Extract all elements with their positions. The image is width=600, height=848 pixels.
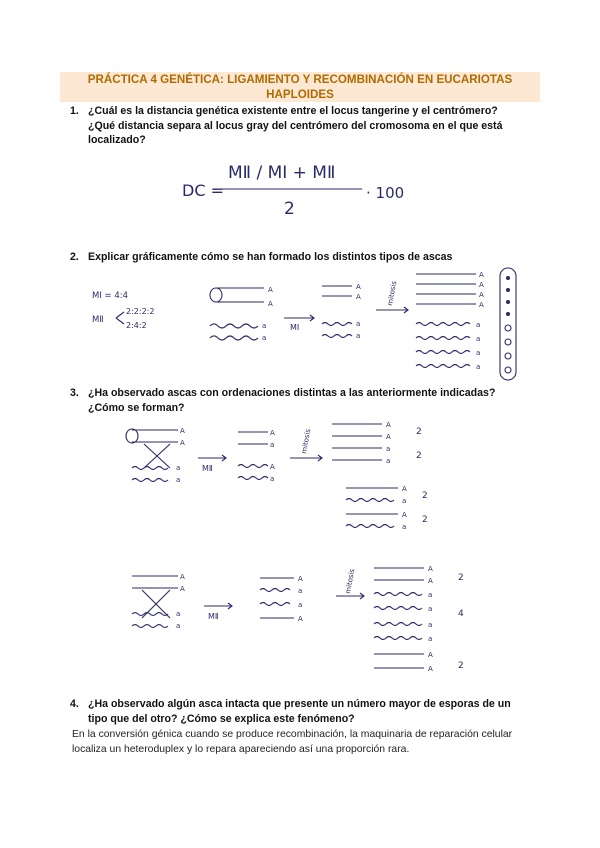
allele-A: A <box>356 283 361 291</box>
spore <box>506 276 510 280</box>
allele-a: a <box>386 445 391 453</box>
allele-A: A <box>270 463 275 471</box>
spore <box>506 288 510 292</box>
chromosome-upper <box>216 288 264 302</box>
question-text: ¿Cuál es la distancia genética existente entre el locus tangerine y el centrómero? ¿Qué distancia separa al locus gray del centrómero del cromosoma en el que está localizado? <box>88 105 503 146</box>
allele-A: A <box>180 427 185 435</box>
spore-wavy <box>416 337 470 340</box>
spore-wavy <box>416 351 470 354</box>
spores <box>374 568 424 610</box>
count: 2 <box>422 515 428 525</box>
question-text: Explicar gráficamente cómo se han formado los distintos tipos de ascas <box>88 251 453 263</box>
ascus <box>500 268 516 380</box>
question-1 <box>70 104 518 148</box>
question-2 <box>70 250 518 265</box>
chromatids <box>238 432 268 444</box>
allele-A: A <box>298 575 303 583</box>
chromatid-wavy <box>260 589 290 592</box>
step-label: MⅡ <box>202 464 213 473</box>
allele-A: A <box>180 585 185 593</box>
spore <box>506 300 510 304</box>
allele-a: a <box>428 635 433 643</box>
allele-A: A <box>479 291 484 299</box>
allele-A: A <box>180 439 185 447</box>
allele-A: A <box>298 615 303 623</box>
allele-a: a <box>356 320 361 328</box>
title-line-2: HAPLOIDES <box>266 88 334 101</box>
chromosome-wavy <box>210 324 258 328</box>
question-3 <box>70 386 518 415</box>
allele-a: a <box>270 441 275 449</box>
formula-sketch <box>180 158 420 228</box>
allele-a: a <box>428 621 433 629</box>
question-text: ¿Ha observado algún asca intacta que presente un número mayor de esporas de un tipo que del otro? ¿Cómo se explica este fenómeno? <box>88 698 511 725</box>
allele-a: a <box>428 591 433 599</box>
spore <box>505 325 511 331</box>
allele-a: a <box>298 601 303 609</box>
allele-A: A <box>402 511 407 519</box>
crossover-sketch-3 <box>118 418 488 690</box>
allele-a: a <box>176 610 181 618</box>
formula-numerator: MⅡ / MⅠ + MⅡ <box>228 163 336 183</box>
mii-label: MⅡ <box>92 315 104 325</box>
title-line-1: PRÁCTICA 4 GENÉTICA: LIGAMIENTO Y RECOMBINACIÓN EN EUCARIOTAS <box>87 73 513 86</box>
allele-a: a <box>176 622 181 630</box>
spores <box>374 623 424 669</box>
allele-a: a <box>402 523 407 531</box>
chromosome-wavy <box>132 613 168 616</box>
allele-a: a <box>356 332 361 340</box>
allele-a: a <box>476 335 481 343</box>
allele-a: a <box>476 349 481 357</box>
spore <box>505 367 511 373</box>
allele-a: a <box>176 476 181 484</box>
allele-A: A <box>402 485 407 493</box>
ratio-mi: MⅠ = 4:4 <box>92 291 129 301</box>
allele-A: A <box>356 293 361 301</box>
allele-A: A <box>428 651 433 659</box>
allele-a: a <box>402 497 407 505</box>
chromosome-wavy <box>132 479 168 482</box>
count: 2 <box>416 427 422 437</box>
allele-a: a <box>298 587 303 595</box>
allele-a: a <box>270 475 275 483</box>
allele-a: a <box>476 363 481 371</box>
formula-multiplier: · 100 <box>366 184 405 202</box>
allele-A: A <box>268 286 273 294</box>
allele-a: a <box>428 605 433 613</box>
chromatids-upper <box>322 286 352 296</box>
spore-wavy <box>416 365 470 368</box>
chromosome-wavy <box>132 625 168 628</box>
allele-A: A <box>428 565 433 573</box>
count: 2 <box>422 491 428 501</box>
spore <box>505 353 511 359</box>
mitosis-label: mitosis <box>344 568 357 595</box>
chromatid-wavy <box>238 465 268 468</box>
spores-upper <box>332 424 382 460</box>
count: 2 <box>458 573 464 583</box>
chromosome-wavy <box>132 467 168 470</box>
question-4 <box>70 697 518 726</box>
spore <box>506 312 510 316</box>
mitosis-label: mitosis <box>300 428 313 455</box>
allele-A: A <box>428 665 433 673</box>
chromosome-upper <box>132 576 178 588</box>
allele-a: a <box>262 322 267 330</box>
ascus-sketch-2 <box>86 266 526 384</box>
question-number: 3. <box>70 387 79 399</box>
spores-lower <box>346 488 398 528</box>
question-number: 1. <box>70 105 79 117</box>
chromosome-wavy <box>210 336 258 340</box>
ratio-mii-a: 2:2:2:2 <box>126 307 155 316</box>
allele-a: a <box>386 457 391 465</box>
centromere-upper <box>210 288 222 302</box>
chromatid-wavy <box>260 603 290 606</box>
spores-upper <box>416 274 476 304</box>
chromatid-wavy <box>238 477 268 480</box>
formula-denominator: 2 <box>284 199 295 219</box>
question-text: ¿Ha observado ascas con ordenaciones distintas a las anteriormente indicadas? ¿Cómo se forman? <box>88 387 496 414</box>
question-number: 4. <box>70 698 79 710</box>
allele-A: A <box>479 271 484 279</box>
spore <box>505 339 511 345</box>
chromosome-upper <box>132 430 178 442</box>
crossover-x <box>144 444 170 468</box>
branch-arrows <box>116 312 124 324</box>
allele-a: a <box>176 464 181 472</box>
spore-wavy <box>416 323 470 326</box>
count: 2 <box>458 661 464 671</box>
allele-A: A <box>479 281 484 289</box>
answer-4: En la conversión génica cuando se produce recombinación, la maquinaria de reparación celular localiza un heteroduplex y lo repara apareciendo así una proporción rara. <box>72 729 513 755</box>
count: 2 <box>416 451 422 461</box>
allele-A: A <box>268 300 273 308</box>
formula-lhs: DC = <box>182 181 224 200</box>
allele-A: A <box>386 433 391 441</box>
question-number: 2. <box>70 251 79 263</box>
centromere <box>126 429 138 443</box>
chromatid-wavy <box>322 335 352 338</box>
allele-A: A <box>386 421 391 429</box>
mitosis-label: mitosis <box>386 280 399 307</box>
allele-a: a <box>262 334 267 342</box>
allele-A: A <box>180 573 185 581</box>
step-label: MⅠ <box>290 323 300 332</box>
allele-a: a <box>476 321 481 329</box>
step-label: MⅡ <box>208 612 219 621</box>
allele-A: A <box>479 301 484 309</box>
count-four: 4 <box>458 609 464 619</box>
allele-A: A <box>270 429 275 437</box>
ratio-mii-b: 2:4:2 <box>126 321 147 330</box>
chromatid-wavy <box>322 323 352 326</box>
page-title <box>60 72 540 102</box>
allele-A: A <box>428 577 433 585</box>
